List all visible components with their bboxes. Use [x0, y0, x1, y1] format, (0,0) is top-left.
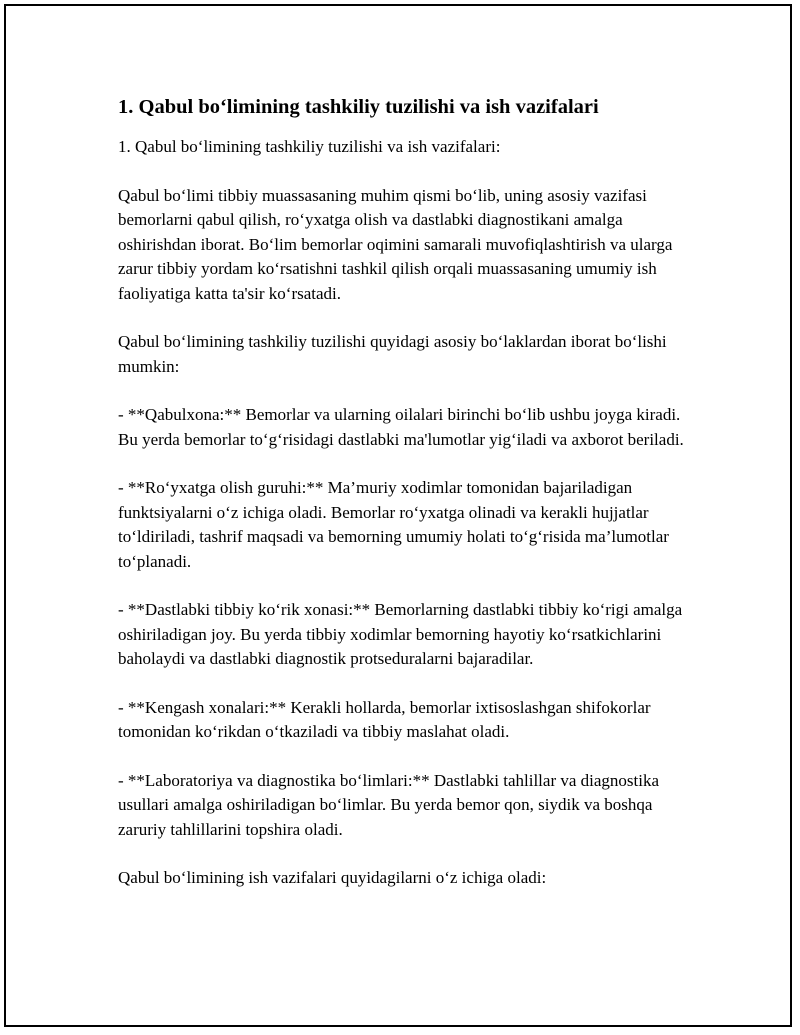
paragraph-department-overview: Qabul bo‘limi tibbiy muassasaning muhim qismi bo‘lib, uning asosiy vazifasi bemorlarni qabul qilish, ro‘yxatga olish va dastlabki diagnostikani amalga oshirishdan iborat. Bo‘lim bemorlar oqimini samarali muvofiqlashtirish va ularga zarur tibbiy yordam ko‘rsatishni tashkil qilish orqali muassasaning umumiy ish faoliyatiga katta ta'sir ko‘rsatadi.: [118, 185, 673, 303]
list-item-kengash-xonalari: - **Kengash xonalari:** Kerakli hollarda, bemorlar ixtisoslashgan shifokorlar tomonidan ko‘rikdan o‘tkaziladi va tibbiy maslahat oladi.: [118, 697, 651, 741]
list-item-dastlabki-korik: - **Dastlabki tibbiy ko‘rik xonasi:** Bemorlarning dastlabki tibbiy ko‘rigi amalga oshiriladigan joy. Bu yerda tibbiy xodimlar bemorning hayotiy ko‘rsatkichlarini baholaydi va dastlabki diagnostik protseduralarni bajaradilar.: [118, 600, 683, 668]
list-item-qabulxona: - **Qabulxona:** Bemorlar va ularning oilalari birinchi bo‘lib ushbu joyga kiradi. Bu yerda bemorlar to‘g‘risidagi dastlabki ma'lumotlar yig‘iladi va axborot beriladi.: [118, 405, 684, 449]
list-item-laboratoriya: - **Laboratoriya va diagnostika bo‘limlari:** Dastlabki tahlillar va diagnostika usullari amalga oshiriladigan bo‘limlar. Bu yerda bemor qon, siydik va boshqa zaruriy tahlillarini topshira oladi.: [118, 770, 660, 839]
paragraph-structure-intro: Qabul bo‘limining tashkiliy tuzilishi quyidagi asosiy bo‘laklardan iborat bo‘lishi mumkin:: [118, 332, 667, 376]
document-title: 1. Qabul bo‘limining tashkiliy tuzilishi va ish vazifalari: [118, 96, 599, 118]
document-body: [118, 93, 698, 915]
paragraph-intro-heading: 1. Qabul bo‘limining tashkiliy tuzilishi va ish vazifalari:: [118, 137, 501, 156]
list-item-royxatga-olish: - **Ro‘yxatga olish guruhi:** Ma’muriy xodimlar tomonidan bajariladigan funktsiyalarni o‘z ichiga oladi. Bemorlar ro‘yxatga olinadi va kerakli hujjatlar to‘ldiriladi, tashrif maqsadi va bemorning umumiy holati to‘g‘risida ma’lumotlar to‘planadi.: [118, 478, 669, 571]
paragraph-duties-intro: Qabul bo‘limining ish vazifalari quyidagilarni o‘z ichiga oladi:: [118, 868, 547, 887]
